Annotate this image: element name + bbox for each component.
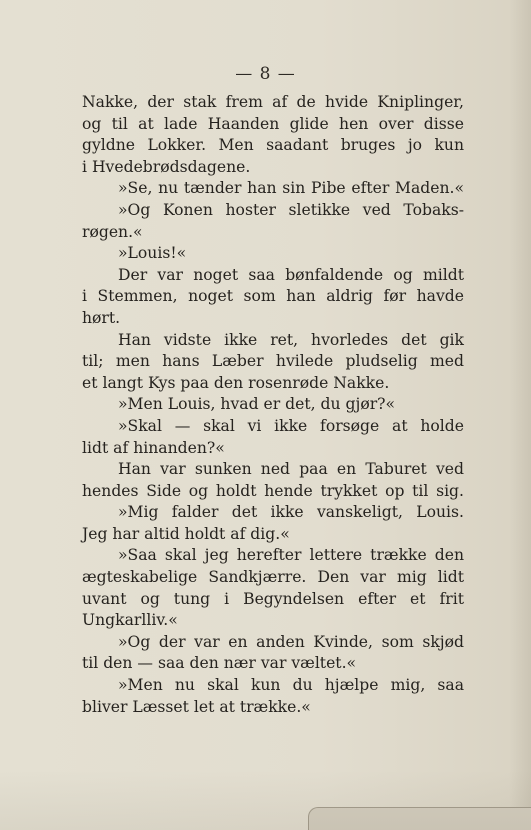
text-line: i Stemmen, noget som han aldrig før havde — [82, 287, 464, 306]
text-line: »Men Louis, hvad er det, du gjør?« — [118, 395, 396, 414]
text-line: et langt Kys paa den rosenrøde Nakke. — [82, 373, 390, 392]
text-line: til; men hans Læber hvilede pludselig med — [82, 352, 464, 371]
text-line: røgen.« — [82, 222, 143, 241]
text-line: »Louis!« — [118, 244, 187, 263]
text-line: lidt af hinanden?« — [82, 438, 225, 457]
text-line: til den — saa den nær var væltet.« — [82, 654, 357, 673]
text-line: Nakke, der stak frem af de hvide Kniplinger, — [82, 93, 464, 111]
text-line: i Hvedebrødsdagene. — [82, 157, 251, 176]
text-line: »Og der var en anden Kvinde, som skjød — [118, 632, 464, 651]
text-line: »Skal — skal vi ikke forsøge at holde — [118, 416, 464, 435]
text-line: og til at lade Haanden glide hen over disse — [82, 114, 464, 133]
text-line: »Og Konen hoster sletikke ved Tobaks- — [118, 200, 464, 219]
text-line: Der var noget saa bønfaldende og mildt — [118, 265, 464, 284]
body-text — [82, 92, 464, 718]
text-line: »Mig falder det ikke vanskeligt, Louis. — [118, 503, 464, 522]
page-corner-tab — [308, 807, 531, 830]
text-line: bliver Læsset let at trække.« — [82, 697, 311, 716]
text-line: Ungkarlliv.« — [82, 611, 178, 630]
text-line: Han vidste ikke ret, hvorledes det gik — [118, 330, 464, 349]
text-line: ægteskabelige Sandkjærre. Den var mig lidt — [82, 568, 464, 587]
text-line: »Saa skal jeg herefter lettere trække den — [118, 546, 464, 565]
text-line: gyldne Lokker. Men saadant bruges jo kun — [82, 136, 464, 155]
text-line: hendes Side og holdt hende trykket op til sig. — [82, 481, 464, 500]
page-number: — 8 — — [235, 64, 296, 84]
text-line: uvant og tung i Begyndelsen efter et frit — [82, 589, 464, 608]
text-line: Jeg har altid holdt af dig.« — [82, 524, 290, 543]
text-line: »Men nu skal kun du hjælpe mig, saa — [118, 676, 464, 695]
text-line: »Se, nu tænder han sin Pibe efter Maden.« — [118, 179, 464, 198]
text-line: Han var sunken ned paa en Taburet ved — [118, 460, 464, 479]
text-line: hørt. — [82, 308, 121, 327]
